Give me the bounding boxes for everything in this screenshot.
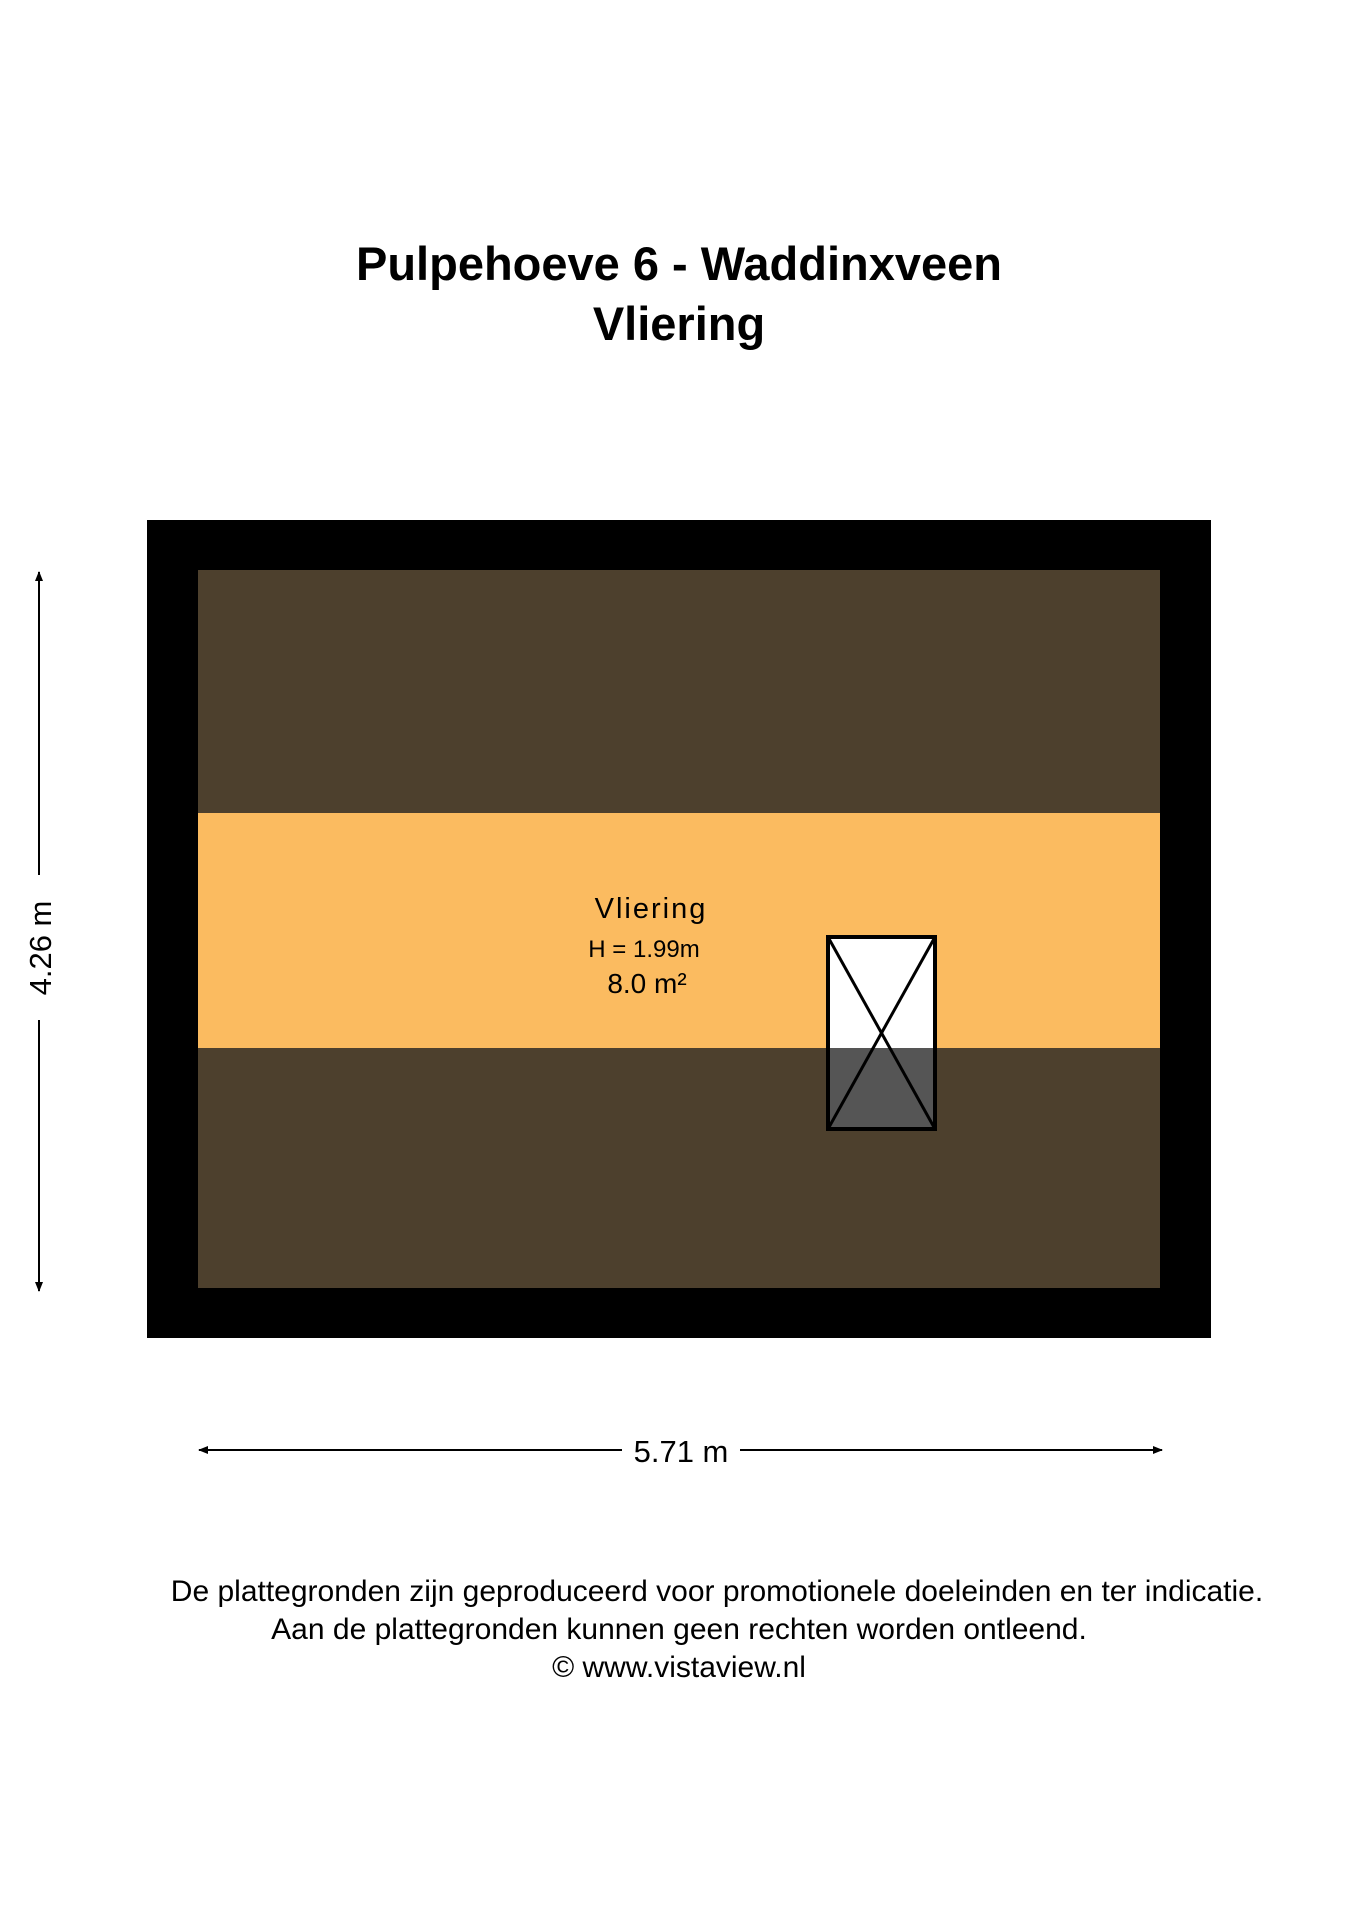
room-area: 8.0 m² <box>607 968 687 999</box>
disclaimer-line-2: Aan de plattegronden kunnen geen rechten worden ontleend. <box>271 1613 1087 1646</box>
dimension-height <box>23 572 58 1291</box>
page-title: Pulpehoeve 6 - Waddinxveen <box>356 237 1002 290</box>
dimension-width-label: 5.71 m <box>633 1434 729 1469</box>
dimension-height-label: 4.26 m <box>23 900 58 996</box>
dimension-width <box>199 1434 1162 1469</box>
usable-zone <box>198 813 1160 1048</box>
low-zone-bottom <box>198 1048 1160 1288</box>
disclaimer-line-1: De plattegronden zijn geproduceerd voor promotionele doeleinden en ter indicatie. <box>170 1575 1264 1608</box>
copyright-link[interactable]: © www.vistaview.nl <box>552 1651 806 1684</box>
floor-title: Vliering <box>592 297 766 350</box>
low-zone-top <box>198 570 1160 813</box>
room-name: Vliering <box>594 893 708 925</box>
room-height: H = 1.99m <box>588 936 700 963</box>
loft-hatch <box>828 937 935 1129</box>
